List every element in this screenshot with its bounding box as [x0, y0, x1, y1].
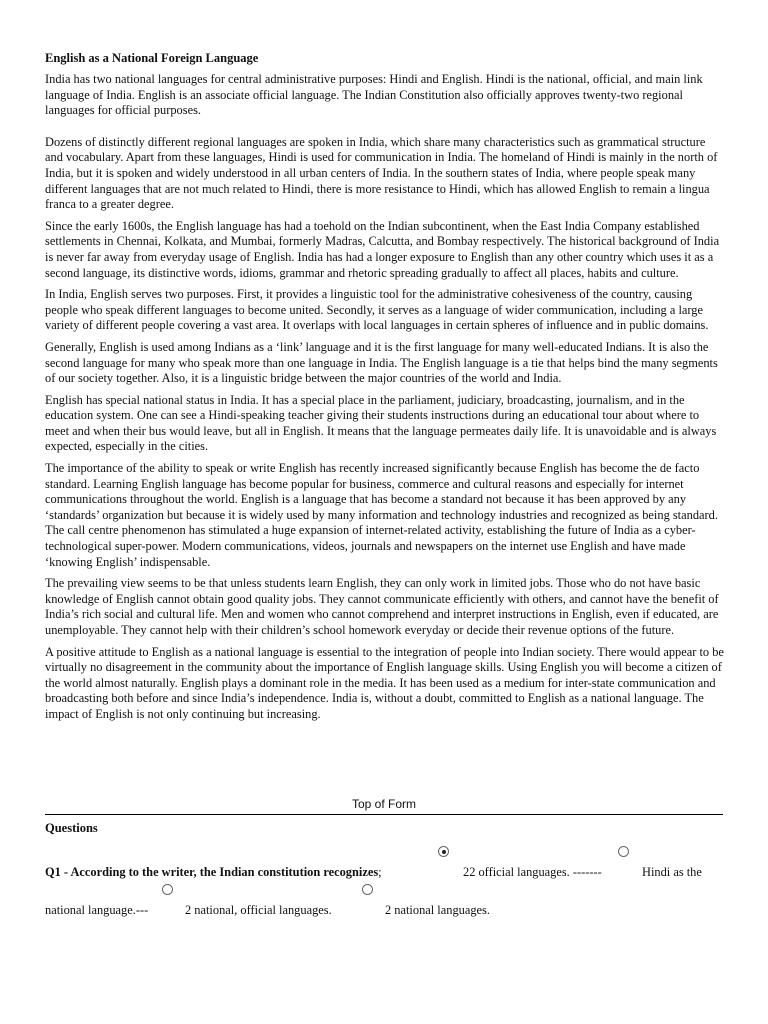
paragraph-9: A positive attitude to English as a national language is essential to the integration of people into Indian society. There would appear to be virtually no disagreement in the community about the importance of English language skills. Using English you will become a citizen of the world almost naturally. English plays a dominant role in the media. It has been used as a medium for inter-state communication and broadcasting both before and since India’s independence. India is, without a doubt, committed to English as a national language. The impact of English is not only continuing but increasing. — [45, 644, 724, 721]
q1-question — [45, 865, 382, 880]
q1-option-2-label-cont[interactable]: national language.--- — [45, 903, 149, 917]
q1-question-label: Q1 - According to the writer, the Indian constitution recognizes — [45, 865, 379, 879]
q1-option-3-label[interactable]: 2 national, official languages. — [185, 903, 332, 917]
paragraph-4: In India, English serves two purposes. First, it provides a linguistic tool for the administrative cohesiveness of the country, causing people who speak different languages to become united. Secondly, it serves as a language of wider communication, including a large variety of different people covering a vast area. It overlaps with local languages in certain spheres of influence and in public domains. — [45, 287, 709, 333]
paragraph-2: Dozens of distinctly different regional languages are spoken in India, which share many characteristics such as grammatical structure and vocabulary. Apart from these languages, Hindi is used for communication in India. The homeland of Hindi is mainly in the north of India, but it is spoken and widely understood in all urban centers of India. In the southern states of India, where people speak many different languages that are not much related to Hindi, there is more resistance to Hindi, which has allowed English to remain a lingua franca to a greater degree. — [45, 134, 718, 212]
article-title: English as a National Foreign Language — [45, 51, 259, 65]
article — [45, 50, 725, 729]
questions-heading: Questions — [45, 821, 98, 835]
q1-separator: ; — [378, 865, 382, 879]
form-divider — [45, 814, 723, 815]
paragraph-3: Since the early 1600s, the English language has had a toehold on the Indian subcontinent, when the East India Company established settlements in Chennai, Kolkata, and Mumbai, formerly Madras, Calcutta, and Bombay respectively. The historical background of India is never far away from everyday usage of English. India has had a longer exposure to English than any other country which uses it as a second language, its distinctive words, idioms, grammar and rhetoric spreading gradually to affect all places, habits and culture. — [45, 218, 720, 280]
paragraph-7: The importance of the ability to speak or write English has recently increased significantly because English has become the de facto standard. Learning English language has become popular for business, commerce and cultural reasons and especially for internet communications throughout the world. English is a language that has become a standard not because it has been approved by any ‘standards’ organization but because it is widely used by many information and technology industries and recognized as being standard. The call centre phenomenon has stimulated a huge expansion of internet-related activity, establishing the future of India as a cyber-technological super-power. Modern communications, videos, journals and newspapers on the internet use English and have made ‘knowing English’ indispensable. — [45, 461, 718, 569]
top-of-form-label: Top of Form — [351, 797, 417, 811]
paragraph-5: Generally, English is used among Indians as a ‘link’ language and it is the first language for many well-educated Indians. It is also the second language for many who speak more than one language in India. The English language is a tie that helps bind the many segments of our society together. Also, it is a linguistic bridge between the major countries of the world and India. — [45, 339, 718, 386]
paragraph-8: The prevailing view seems to be that unless students learn English, they can only work in limited jobs. Those who do not have basic knowledge of English cannot obtain good quality jobs. They cannot communicate efficiently with others, and cannot have the benefit of India’s rich social and cultural life. Men and women who cannot comprehend and interpret instructions in English, even if educated, are unemployable. They cannot help with their children’s school homework everyday or decide their revenue options of the future. — [45, 576, 719, 637]
q1-option-4-label[interactable]: 2 national languages. — [385, 903, 490, 917]
q1-option-3-radio[interactable] — [162, 884, 173, 895]
q1-option-2-radio[interactable] — [618, 846, 629, 857]
paragraph-6: English has special national status in India. It has a special place in the parliament, judiciary, broadcasting, journalism, and in the education system. One can see a Hindi-speaking teacher giving their students instructions during an educational tour about where to meet and when their bus would leave, but all in English. It means that the language permeates daily life. It is unavoidable and is always expected, especially in the cities. — [45, 392, 717, 454]
paragraph-1: India has two national languages for central administrative purposes: Hindi and English. Hindi is the national, official, and main link language of India. English is an associate official language. The Indian Constitution also officially approves twenty-two regional languages for official purposes. — [45, 72, 703, 118]
q1-option-4-radio[interactable] — [362, 884, 373, 895]
q1-option-2-label[interactable]: Hindi as the — [642, 865, 702, 879]
q1-option-1-radio[interactable] — [438, 846, 449, 857]
q1-option-1-label[interactable]: 22 official languages. ------- — [463, 865, 602, 879]
